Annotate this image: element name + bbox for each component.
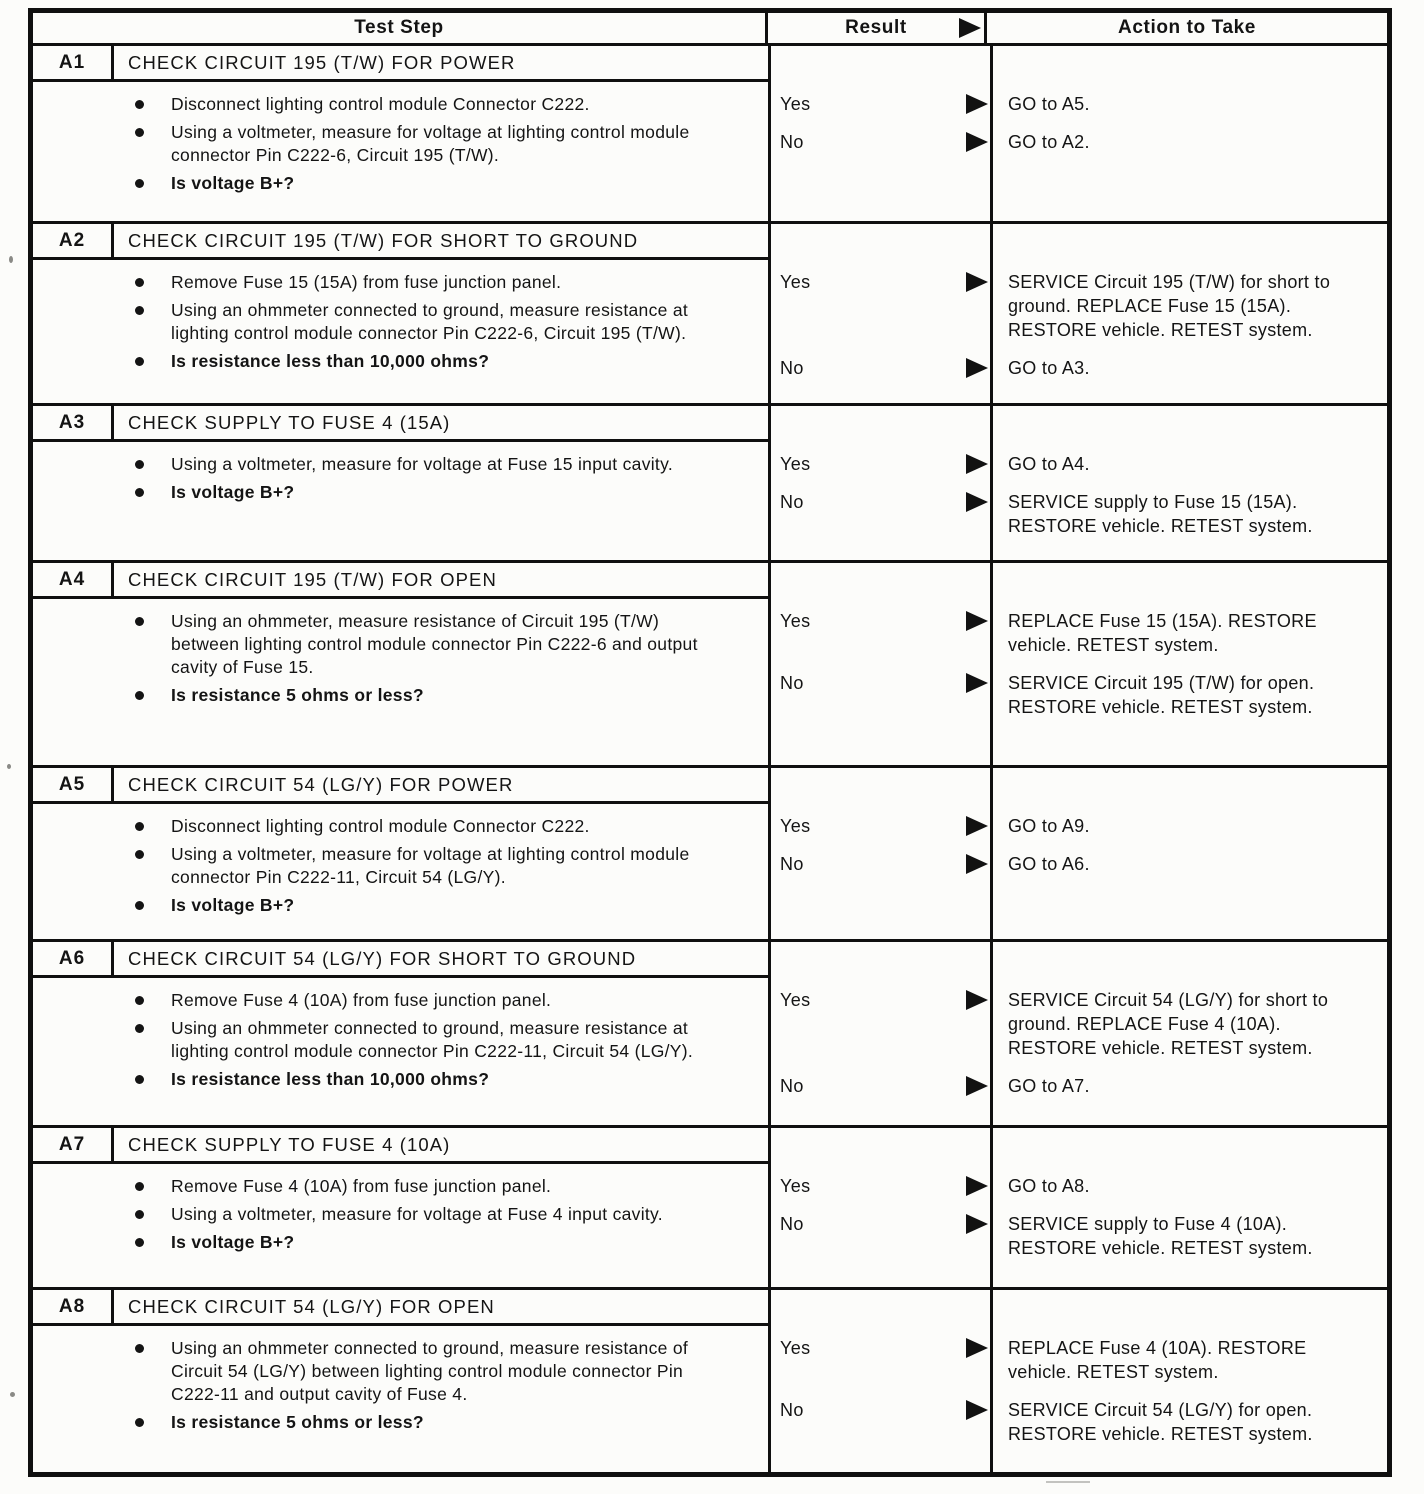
result-cell [768, 1212, 993, 1236]
step-title: CHECK CIRCUIT 195 (T/W) FOR POWER [128, 51, 516, 73]
result-action-pair [768, 814, 1387, 838]
step-instructions [33, 815, 768, 917]
bullet-icon [135, 1344, 144, 1353]
result-action-pair [768, 1174, 1387, 1198]
instruction-item [33, 1068, 768, 1091]
instruction-text: Is resistance less than 10,000 ohms? [171, 1069, 490, 1089]
result-label: Yes [780, 1176, 811, 1196]
step-id: A1 [33, 46, 114, 79]
instruction-text: Remove Fuse 4 (10A) from fuse junction panel. [171, 1176, 552, 1196]
arrow-icon [966, 94, 988, 114]
step-instructions [33, 1175, 768, 1254]
result-action-pair [768, 988, 1387, 1060]
instruction-item [33, 299, 768, 345]
result-label: Yes [780, 611, 811, 631]
bullet-icon [135, 357, 144, 366]
instruction-item [33, 121, 768, 167]
result-cell [768, 671, 993, 695]
result-label: Yes [780, 1338, 811, 1358]
step-header [33, 563, 768, 599]
instruction-item [33, 610, 768, 679]
step-id: A7 [33, 1128, 114, 1161]
action-text: SERVICE supply to Fuse 4 (10A). RESTORE vehicle. RETEST system. [1008, 1214, 1313, 1258]
action-text: GO to A6. [1008, 854, 1090, 874]
test-step-cell [33, 1290, 768, 1472]
instruction-text: Using an ohmmeter, measure resistance of Circuit 195 (T/W) between lighting control module connector Pin C222-6 and output cavity of Fuse 15. [171, 611, 698, 677]
instruction-item [33, 93, 768, 116]
action-text: GO to A3. [1008, 358, 1090, 378]
bullet-icon [135, 306, 144, 315]
instruction-item [33, 1017, 768, 1063]
arrow-icon [966, 816, 988, 836]
instruction-item [33, 1411, 768, 1434]
step-title: CHECK SUPPLY TO FUSE 4 (10A) [128, 1133, 451, 1155]
arrow-icon [966, 611, 988, 631]
action-text: GO to A4. [1008, 454, 1090, 474]
result-action-pair [768, 130, 1387, 154]
test-step-section [33, 224, 1387, 406]
arrow-icon [966, 272, 988, 292]
arrow-icon [959, 18, 981, 38]
instruction-text: Using an ohmmeter connected to ground, measure resistance at lighting control module connector Pin C222-6, Circuit 195 (T/W). [171, 300, 689, 343]
column-header-action [987, 13, 1387, 43]
test-step-cell [33, 768, 768, 939]
test-step-cell [33, 1128, 768, 1287]
scan-artifact [9, 256, 13, 263]
result-label: No [780, 132, 804, 152]
instruction-item [33, 815, 768, 838]
arrow-icon [966, 854, 988, 874]
result-cell [768, 92, 993, 116]
result-action-cell [768, 406, 1387, 560]
step-instructions [33, 271, 768, 373]
test-step-cell [33, 563, 768, 765]
instruction-item [33, 989, 768, 1012]
result-action-cell [768, 768, 1387, 939]
action-text: GO to A2. [1008, 132, 1090, 152]
result-action-pair [768, 490, 1387, 538]
result-cell [768, 1174, 993, 1198]
instruction-text: Is voltage B+? [171, 173, 295, 193]
result-action-pair [768, 1074, 1387, 1098]
result-label: No [780, 492, 804, 512]
result-action-pair [768, 270, 1387, 342]
instruction-text: Using a voltmeter, measure for voltage at Fuse 4 input cavity. [171, 1204, 663, 1224]
action-text: GO to A9. [1008, 816, 1090, 836]
result-cell [768, 452, 993, 476]
result-cell [768, 1398, 993, 1422]
arrow-icon [966, 1400, 988, 1420]
scan-artifact [7, 764, 11, 769]
test-step-cell [33, 46, 768, 221]
bullet-icon [135, 691, 144, 700]
instruction-text: Using an ohmmeter connected to ground, measure resistance at lighting control module connector Pin C222-11, Circuit 54 (LG/Y). [171, 1018, 694, 1061]
bullet-icon [135, 901, 144, 910]
arrow-icon [966, 492, 988, 512]
instruction-item [33, 843, 768, 889]
test-step-header-label: Test Step [354, 17, 444, 38]
table-header-row [33, 13, 1387, 46]
result-action-cell [768, 224, 1387, 403]
instruction-text: Remove Fuse 15 (15A) from fuse junction panel. [171, 272, 562, 292]
instruction-item [33, 1337, 768, 1406]
step-id: A6 [33, 942, 114, 975]
step-header [33, 768, 768, 804]
action-text: SERVICE Circuit 54 (LG/Y) for open. RESTORE vehicle. RETEST system. [1008, 1400, 1313, 1444]
step-header [33, 46, 768, 82]
instruction-text: Using a voltmeter, measure for voltage at lighting control module connector Pin C222-6, Circuit 195 (T/W). [171, 122, 690, 165]
step-instructions [33, 1337, 768, 1434]
instruction-item [33, 1175, 768, 1198]
test-step-cell [33, 942, 768, 1125]
result-label: No [780, 1076, 804, 1096]
arrow-icon [966, 673, 988, 693]
step-id: A2 [33, 224, 114, 257]
bullet-icon [135, 850, 144, 859]
step-title: CHECK CIRCUIT 54 (LG/Y) FOR SHORT TO GROUND [128, 947, 637, 969]
result-action-pair [768, 1336, 1387, 1384]
instruction-item [33, 684, 768, 707]
step-title: CHECK SUPPLY TO FUSE 4 (15A) [128, 411, 451, 433]
result-cell [768, 609, 993, 633]
instruction-text: Using a voltmeter, measure for voltage at Fuse 15 input cavity. [171, 454, 674, 474]
action-text: GO to A8. [1008, 1176, 1090, 1196]
result-cell [768, 130, 993, 154]
instruction-item [33, 172, 768, 195]
instruction-item [33, 1203, 768, 1226]
instruction-text: Disconnect lighting control module Connector C222. [171, 816, 590, 836]
result-action-pair [768, 1212, 1387, 1260]
action-text: SERVICE supply to Fuse 15 (15A). RESTORE vehicle. RETEST system. [1008, 492, 1313, 536]
test-step-section [33, 563, 1387, 768]
result-label: Yes [780, 454, 811, 474]
step-id: A5 [33, 768, 114, 801]
step-instructions [33, 610, 768, 707]
result-action-pair [768, 1398, 1387, 1446]
instruction-item [33, 1231, 768, 1254]
result-cell [768, 270, 993, 294]
bullet-icon [135, 100, 144, 109]
instruction-item [33, 453, 768, 476]
result-action-cell [768, 46, 1387, 221]
scan-artifact [1046, 1481, 1090, 1483]
step-instructions [33, 93, 768, 195]
scan-artifact [10, 1392, 15, 1397]
column-header-result [768, 13, 987, 43]
bullet-icon [135, 488, 144, 497]
step-id: A4 [33, 563, 114, 596]
instruction-text: Is voltage B+? [171, 482, 295, 502]
result-label: No [780, 854, 804, 874]
step-id: A8 [33, 1290, 114, 1323]
pinpoint-test-table [28, 8, 1392, 1477]
instruction-text: Disconnect lighting control module Connector C222. [171, 94, 590, 114]
result-action-cell [768, 942, 1387, 1125]
step-header [33, 1128, 768, 1164]
arrow-icon [966, 1338, 988, 1358]
action-text: SERVICE Circuit 195 (T/W) for short to ground. REPLACE Fuse 15 (15A). RESTORE vehicle. RETEST system. [1008, 272, 1331, 340]
bullet-icon [135, 1024, 144, 1033]
bullet-icon [135, 179, 144, 188]
result-action-pair [768, 671, 1387, 719]
action-text: SERVICE Circuit 54 (LG/Y) for short to ground. REPLACE Fuse 4 (10A). RESTORE vehicle. RETEST system. [1008, 990, 1329, 1058]
steps-container [33, 46, 1387, 1472]
result-label: Yes [780, 990, 811, 1010]
result-label: No [780, 1400, 804, 1420]
result-label: No [780, 358, 804, 378]
result-action-pair [768, 609, 1387, 657]
step-title: CHECK CIRCUIT 54 (LG/Y) FOR OPEN [128, 1295, 495, 1317]
result-action-pair [768, 852, 1387, 876]
result-header-label: Result [845, 17, 907, 38]
result-action-cell [768, 563, 1387, 765]
arrow-icon [966, 454, 988, 474]
step-header [33, 1290, 768, 1326]
test-step-section [33, 46, 1387, 224]
action-text: REPLACE Fuse 4 (10A). RESTORE vehicle. RETEST system. [1008, 1338, 1307, 1382]
test-step-section [33, 1290, 1387, 1472]
instruction-text: Remove Fuse 4 (10A) from fuse junction panel. [171, 990, 552, 1010]
result-label: No [780, 1214, 804, 1234]
instruction-item [33, 894, 768, 917]
test-step-section [33, 1128, 1387, 1290]
bullet-icon [135, 278, 144, 287]
step-title: CHECK CIRCUIT 195 (T/W) FOR SHORT TO GROUND [128, 229, 639, 251]
bullet-icon [135, 1418, 144, 1427]
step-id: A3 [33, 406, 114, 439]
instruction-text: Is resistance 5 ohms or less? [171, 685, 424, 705]
instruction-item [33, 350, 768, 373]
test-step-section [33, 942, 1387, 1128]
bullet-icon [135, 1238, 144, 1247]
arrow-icon [966, 1076, 988, 1096]
instruction-item [33, 271, 768, 294]
result-action-cell [768, 1128, 1387, 1287]
result-cell [768, 852, 993, 876]
bullet-icon [135, 128, 144, 137]
step-header [33, 406, 768, 442]
bullet-icon [135, 1210, 144, 1219]
action-header-label: Action to Take [1118, 17, 1256, 38]
test-step-section [33, 406, 1387, 563]
bullet-icon [135, 1075, 144, 1084]
step-instructions [33, 989, 768, 1091]
result-cell [768, 1336, 993, 1360]
arrow-icon [966, 1176, 988, 1196]
result-label: Yes [780, 272, 811, 292]
result-action-pair [768, 356, 1387, 380]
result-label: Yes [780, 94, 811, 114]
instruction-text: Is voltage B+? [171, 895, 295, 915]
arrow-icon [966, 1214, 988, 1234]
instruction-text: Is resistance 5 ohms or less? [171, 1412, 424, 1432]
arrow-icon [966, 990, 988, 1010]
bullet-icon [135, 996, 144, 1005]
instruction-text: Is voltage B+? [171, 1232, 295, 1252]
action-text: GO to A5. [1008, 94, 1090, 114]
step-title: CHECK CIRCUIT 54 (LG/Y) FOR POWER [128, 773, 514, 795]
result-action-cell [768, 1290, 1387, 1472]
action-text: REPLACE Fuse 15 (15A). RESTORE vehicle. RETEST system. [1008, 611, 1317, 655]
step-title: CHECK CIRCUIT 195 (T/W) FOR OPEN [128, 568, 497, 590]
test-step-cell [33, 224, 768, 403]
instruction-text: Using an ohmmeter connected to ground, measure resistance of Circuit 54 (LG/Y) between lighting control module connector Pin C222-11 and output cavity of Fuse 4. [171, 1338, 689, 1404]
result-cell [768, 356, 993, 380]
action-text: GO to A7. [1008, 1076, 1090, 1096]
bullet-icon [135, 617, 144, 626]
test-step-cell [33, 406, 768, 560]
result-cell [768, 814, 993, 838]
instruction-text: Is resistance less than 10,000 ohms? [171, 351, 490, 371]
result-action-pair [768, 92, 1387, 116]
result-label: Yes [780, 816, 811, 836]
result-cell [768, 988, 993, 1012]
result-label: No [780, 673, 804, 693]
instruction-item [33, 481, 768, 504]
step-header [33, 224, 768, 260]
column-header-test-step [33, 13, 768, 43]
arrow-icon [966, 132, 988, 152]
test-step-section [33, 768, 1387, 942]
bullet-icon [135, 460, 144, 469]
bullet-icon [135, 1182, 144, 1191]
result-cell [768, 490, 993, 514]
instruction-text: Using a voltmeter, measure for voltage at lighting control module connector Pin C222-11, Circuit 54 (LG/Y). [171, 844, 690, 887]
step-header [33, 942, 768, 978]
result-cell [768, 1074, 993, 1098]
step-instructions [33, 453, 768, 504]
action-text: SERVICE Circuit 195 (T/W) for open. RESTORE vehicle. RETEST system. [1008, 673, 1315, 717]
result-action-pair [768, 452, 1387, 476]
arrow-icon [966, 358, 988, 378]
bullet-icon [135, 822, 144, 831]
